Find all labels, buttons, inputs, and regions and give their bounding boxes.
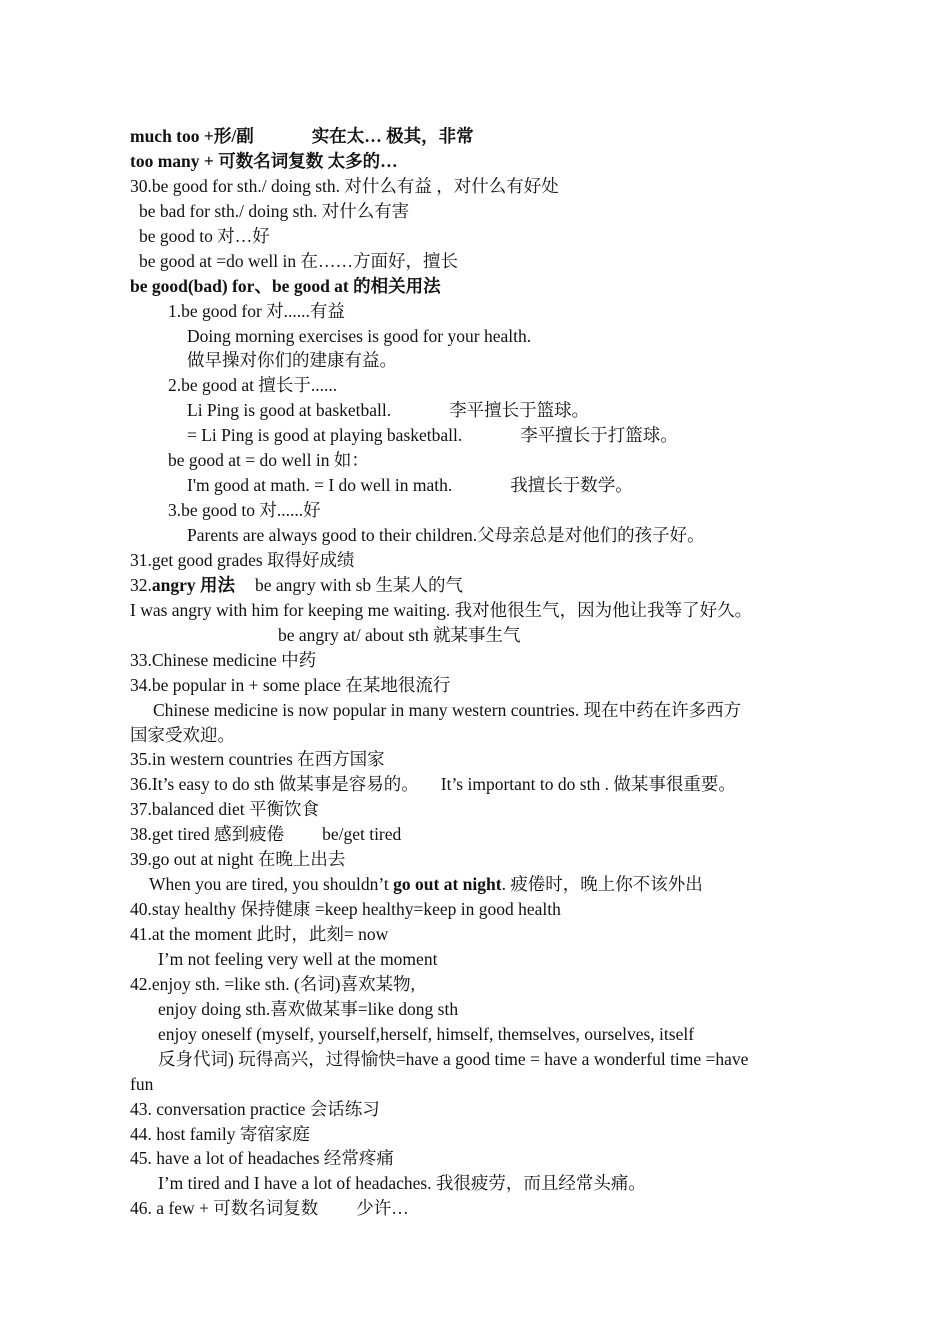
line-text: fun: [130, 1073, 154, 1094]
text-line-much-too: [0, 124, 950, 149]
line-text: 35.in western countries 在西方国家: [130, 749, 385, 770]
text-line-medicine-example-cont: [0, 723, 950, 748]
text-line-38: [0, 822, 950, 847]
line-text: be good(bad) for、be good at 的相关用法: [130, 275, 441, 296]
text-line-enjoy-oneself: [0, 1022, 950, 1047]
line-text: 李平擅长于打篮球。: [520, 425, 678, 446]
line-text: 1.be good for 对......有益: [168, 300, 345, 321]
line-text: 2.be good at 擅长于......: [168, 375, 338, 396]
text-line-headache-example: [0, 1171, 950, 1196]
text-line-reflexive-cont: [0, 1072, 950, 1097]
line-text: 40.stay healthy 保持健康 =keep healthy=keep in good health: [130, 899, 561, 920]
line-text: be good at =do well in 在……方面好，擅长: [139, 250, 459, 271]
text-line-example-1-cn: [0, 348, 950, 373]
line-text: be good to 对…好: [139, 225, 270, 246]
line-text: When you are tired, you shouldn’t: [149, 874, 394, 895]
line-text: Chinese medicine is now popular in many western countries. 现在中药在许多西方: [153, 699, 742, 720]
line-text: 少许…: [356, 1198, 409, 1219]
text-line-enjoy-doing: [0, 997, 950, 1022]
line-text: be good at = do well in 如：: [168, 450, 369, 471]
text-line-42: [0, 972, 950, 997]
line-text: be angry with sb 生某人的气: [255, 574, 464, 595]
line-text: 36.It’s easy to do sth 做某事是容易的。: [130, 774, 419, 795]
text-line-angry-at: [0, 623, 950, 648]
text-line-40: [0, 897, 950, 922]
text-line-45: [0, 1146, 950, 1171]
line-text: 32.: [130, 574, 152, 595]
line-text: It’s important to do sth . 做某事很重要。: [440, 774, 736, 795]
text-line-usage-2: [0, 373, 950, 398]
line-text: 42.enjoy sth. =like sth. (名词)喜欢某物,: [130, 973, 415, 994]
line-text: be angry at/ about sth 就某事生气: [278, 624, 521, 645]
line-text: 33.Chinese medicine 中药: [130, 649, 317, 670]
text-line-usage-3: [0, 498, 950, 523]
text-line-33: [0, 648, 950, 673]
line-text: 38.get tired 感到疲倦: [130, 824, 285, 845]
text-line-39: [0, 847, 950, 872]
text-line-too-many: [0, 149, 950, 174]
text-line-tired-example: [0, 872, 950, 897]
text-line-46: [0, 1196, 950, 1221]
text-line-34: [0, 673, 950, 698]
line-text: 39.go out at night 在晚上出去: [130, 849, 346, 870]
text-line-example-2b: [0, 423, 950, 448]
text-line-43: [0, 1097, 950, 1122]
line-text: 3.be good to 对......好: [168, 500, 321, 521]
line-text: 43. conversation practice 会话练习: [130, 1098, 380, 1119]
text-line-do-well-in: [0, 448, 950, 473]
text-line-35: [0, 747, 950, 772]
text-line-37: [0, 797, 950, 822]
text-line-41: [0, 922, 950, 947]
line-text: 我擅长于数学。: [510, 475, 633, 496]
line-text: 实在太… 极其，非常: [311, 126, 474, 146]
line-text: 反身代词) 玩得高兴，过得愉快=have a good time = have a wonderful time =have: [158, 1048, 749, 1069]
line-text: Parents are always good to their children.父母亲总是对他们的孩子好。: [187, 525, 705, 545]
text-line-example-1: [0, 324, 950, 349]
line-text: enjoy oneself (myself, yourself,herself, himself, themselves, ourselves, itself: [158, 1023, 695, 1044]
line-text: 做早操对你们的建康有益。: [187, 350, 397, 371]
line-text-bold: angry 用法: [151, 574, 235, 595]
text-line-be-good-to: [0, 224, 950, 249]
line-text: Doing morning exercises is good for your health.: [187, 325, 532, 346]
line-text: be bad for sth./ doing sth. 对什么有害: [139, 200, 410, 221]
line-text: 37.balanced diet 平衡饮食: [130, 799, 320, 820]
line-text: . 疲倦时，晚上你不该外出: [501, 874, 703, 895]
line-text: 41.at the moment 此时，此刻= now: [130, 924, 389, 944]
line-text: 31.get good grades 取得好成绩: [130, 549, 355, 570]
line-text: I’m tired and I have a lot of headaches. 我很疲劳，而且经常头痛。: [158, 1173, 646, 1194]
text-line-reflexive: [0, 1047, 950, 1072]
line-text: 45. have a lot of headaches 经常疼痛: [130, 1148, 394, 1169]
text-line-example-math: [0, 473, 950, 498]
line-text: enjoy doing sth.喜欢做某事=like dong sth: [158, 998, 459, 1019]
text-line-be-bad-for: [0, 199, 950, 224]
line-text: much too +形/副: [130, 126, 254, 146]
line-text: I was angry with him for keeping me waiting. 我对他很生气，因为他让我等了好久。: [130, 599, 753, 620]
line-text: I’m not feeling very well at the moment: [158, 948, 438, 969]
line-text: 国家受欢迎。: [130, 724, 235, 745]
line-text: Li Ping is good at basketball.: [187, 400, 392, 421]
text-line-angry-example: [0, 598, 950, 623]
text-line-32: [0, 573, 950, 598]
text-line-be-good-at: [0, 249, 950, 274]
text-line-example-2: [0, 398, 950, 423]
text-line-31: [0, 548, 950, 573]
line-text-bold: go out at night: [393, 874, 502, 895]
text-line-example-3: [0, 523, 950, 548]
line-text: 46. a few + 可数名词复数: [130, 1198, 319, 1219]
text-line-usage-1: [0, 299, 950, 324]
text-line-medicine-example: [0, 698, 950, 723]
line-text: 30.be good for sth./ doing sth. 对什么有益 ，对什么有好处: [130, 175, 559, 196]
line-text: I'm good at math. = I do well in math.: [187, 475, 453, 496]
line-text: be/get tired: [322, 824, 402, 845]
line-text: = Li Ping is good at playing basketball.: [187, 425, 463, 446]
line-text: 44. host family 寄宿家庭: [130, 1123, 310, 1144]
line-text: too many + 可数名词复数 太多的…: [130, 150, 398, 171]
line-text: 34.be popular in + some place 在某地很流行: [130, 674, 451, 695]
text-line-30: [0, 174, 950, 199]
section-heading-usage: [0, 274, 950, 299]
text-line-36: [0, 772, 950, 797]
document-page: [0, 124, 950, 1221]
text-line-44: [0, 1122, 950, 1147]
line-text: 李平擅长于篮球。: [449, 400, 590, 421]
text-line-moment-example: [0, 947, 950, 972]
